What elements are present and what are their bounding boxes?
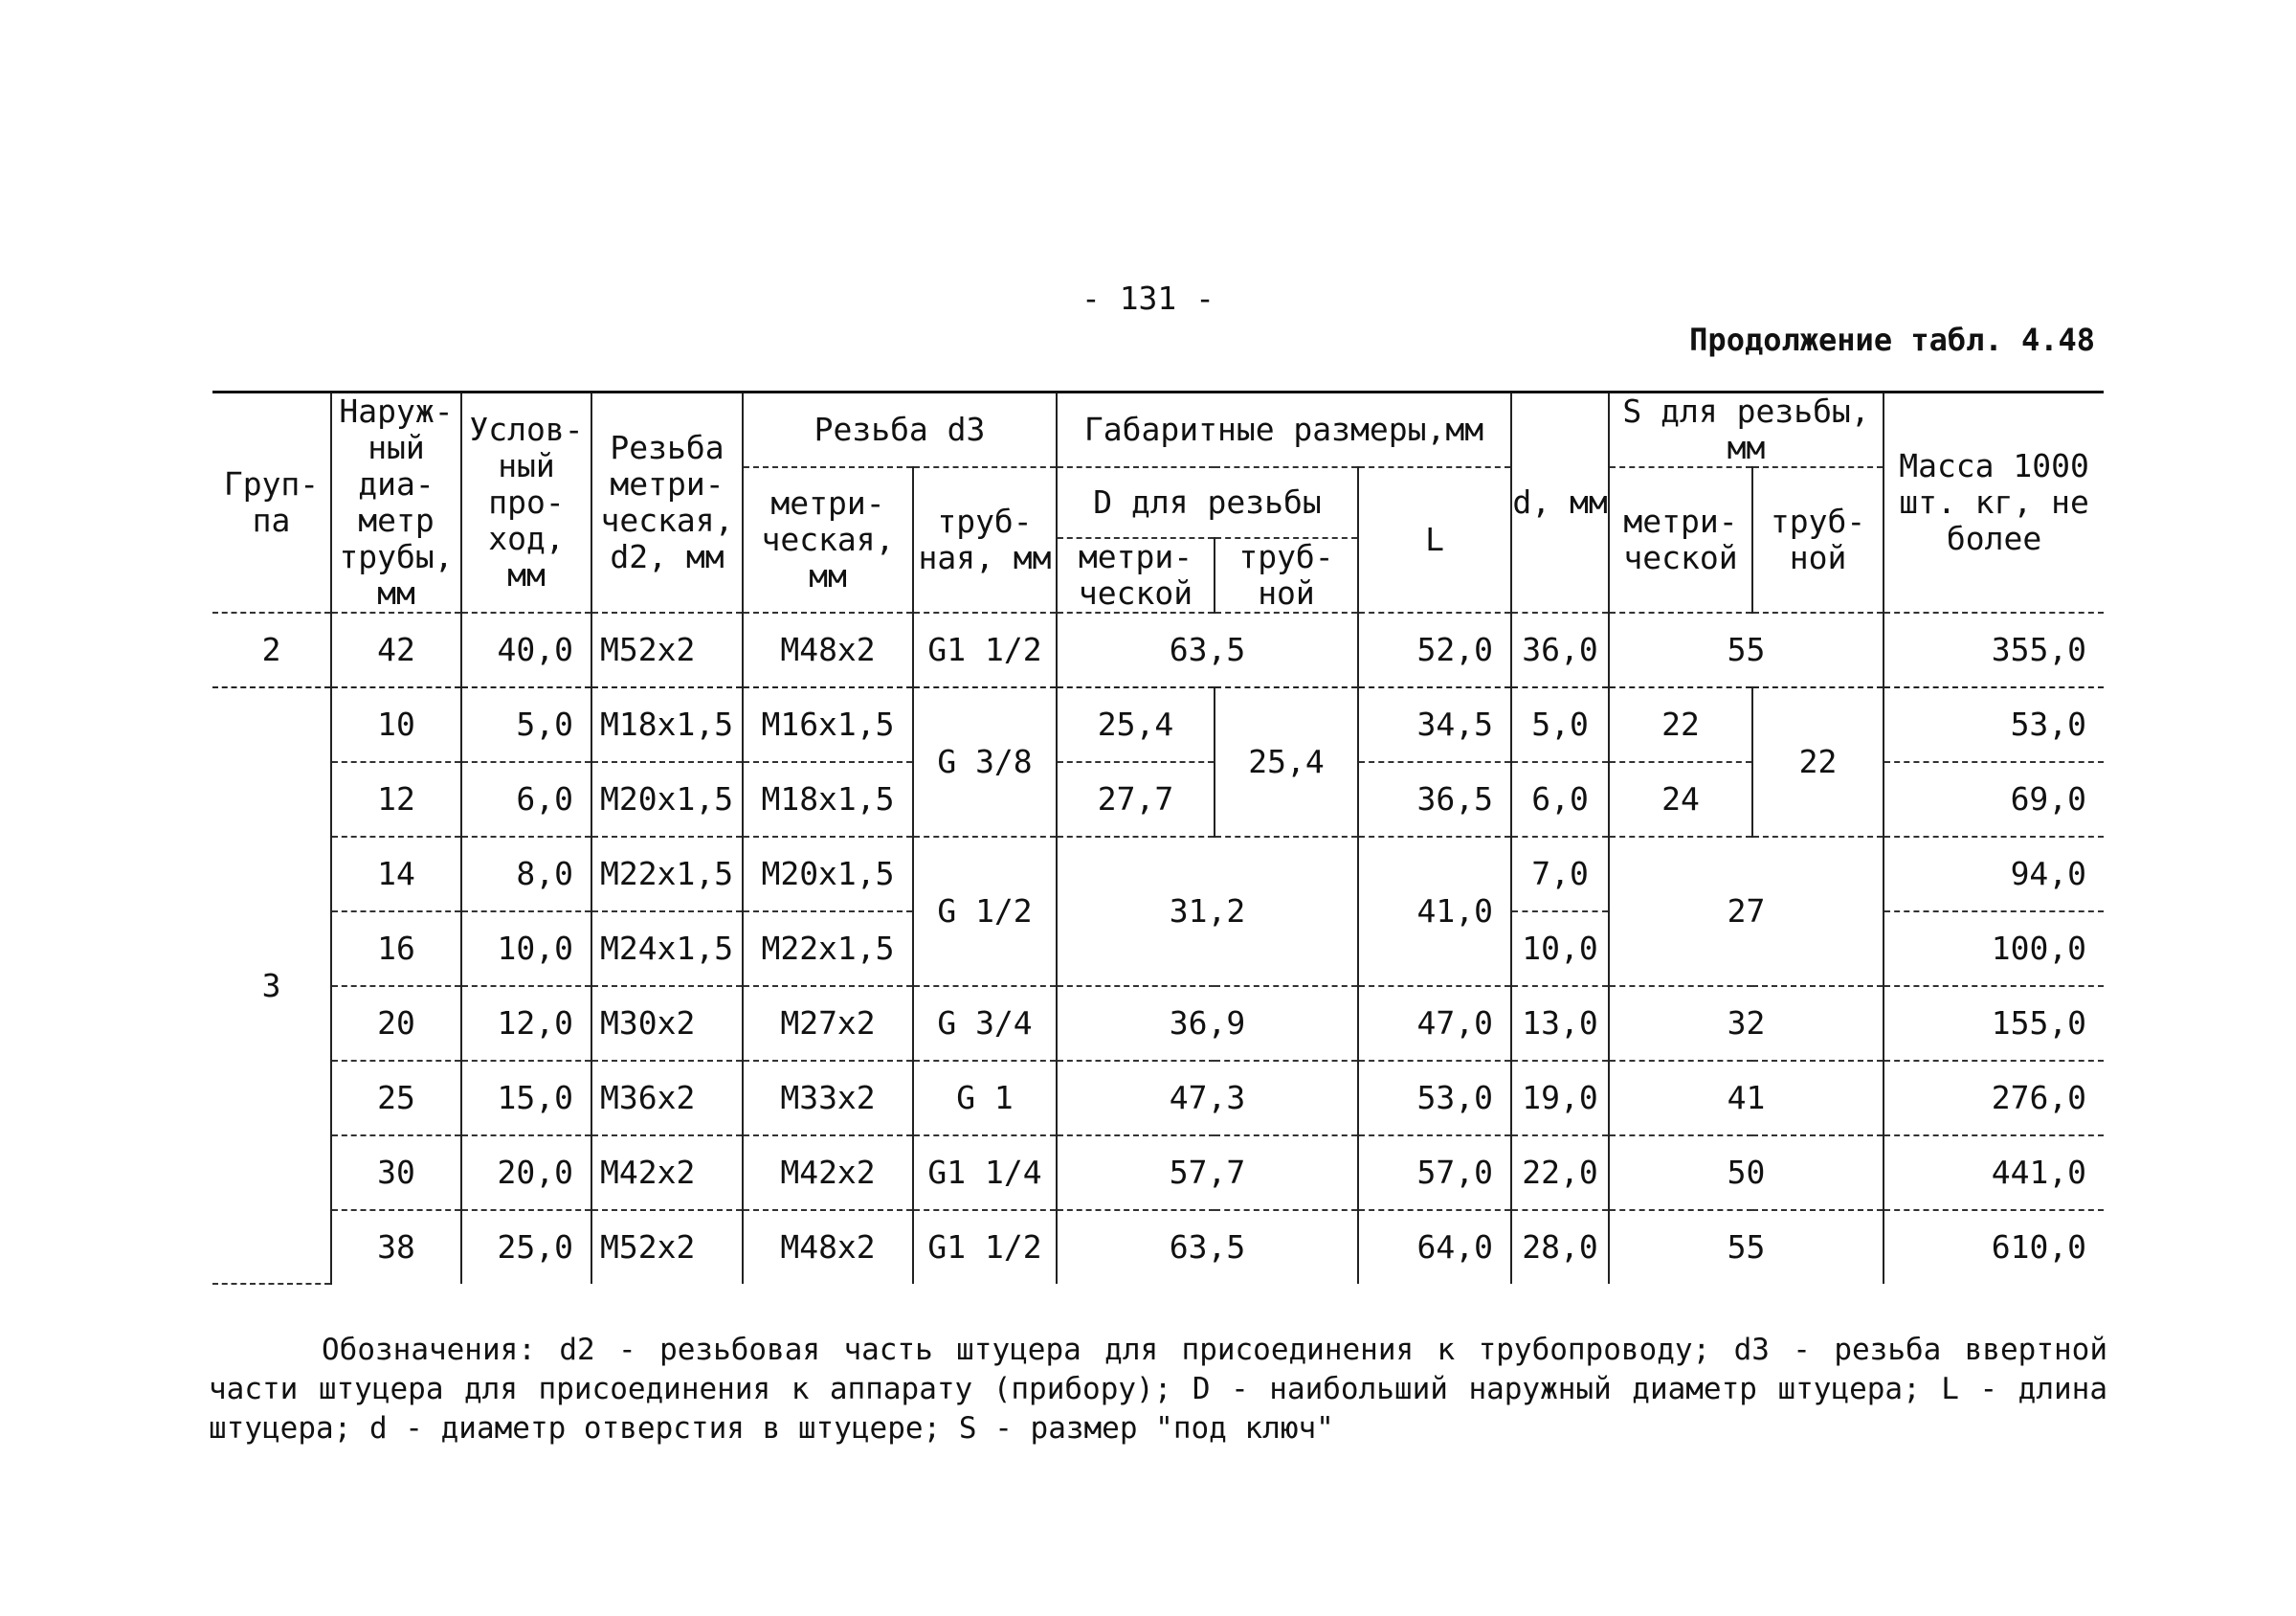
- header-D-metric: метри-ческой: [1057, 538, 1215, 613]
- cell-mass: 69,0: [1884, 762, 2104, 837]
- cell-D-pipe: 25,4: [1215, 687, 1358, 837]
- cell-mass: 155,0: [1884, 986, 2104, 1061]
- cell-outer-diameter: 20: [331, 986, 461, 1061]
- cell-mass: 610,0: [1884, 1210, 2104, 1284]
- cell-group: 2: [212, 613, 331, 687]
- cell-L: 36,5: [1358, 762, 1511, 837]
- cell-mass: 100,0: [1884, 911, 2104, 986]
- cell-d2: М42х2: [591, 1135, 743, 1210]
- header-S-pipe: труб-ной: [1752, 467, 1884, 613]
- cell-D: 63,5: [1057, 613, 1358, 687]
- cell-nominal-bore: 8,0: [461, 837, 591, 911]
- cell-D: 36,9: [1057, 986, 1358, 1061]
- cell-d2: М52х2: [591, 1210, 743, 1284]
- table-row: [212, 687, 2104, 762]
- cell-d3-metric: М22х1,5: [743, 911, 913, 986]
- cell-d3-metric: М48х2: [743, 1210, 913, 1284]
- header-nominal-bore: Услов-ный про-ход, мм: [461, 393, 591, 614]
- cell-d: 13,0: [1511, 986, 1609, 1061]
- cell-d3-pipe: G1 1/2: [913, 1210, 1057, 1284]
- cell-group: 3: [212, 687, 331, 1284]
- cell-d3-pipe: G1 1/4: [913, 1135, 1057, 1210]
- table-row: [212, 837, 2104, 911]
- cell-D: 47,3: [1057, 1061, 1358, 1135]
- cell-S-metric: 22: [1609, 687, 1752, 762]
- cell-d2: М20х1,5: [591, 762, 743, 837]
- cell-d3-metric: М42х2: [743, 1135, 913, 1210]
- cell-S-pipe: 22: [1752, 687, 1884, 837]
- cell-S: 41: [1609, 1061, 1884, 1135]
- cell-S: 32: [1609, 986, 1884, 1061]
- header-D-for-thread: D для резьбы: [1057, 467, 1358, 538]
- cell-nominal-bore: 40,0: [461, 613, 591, 687]
- cell-outer-diameter: 14: [331, 837, 461, 911]
- table-continuation-label: Продолжение табл. 4.48: [1689, 322, 2095, 358]
- cell-d: 19,0: [1511, 1061, 1609, 1135]
- cell-D: 31,2: [1057, 837, 1358, 986]
- cell-outer-diameter: 16: [331, 911, 461, 986]
- cell-nominal-bore: 5,0: [461, 687, 591, 762]
- cell-d: 36,0: [1511, 613, 1609, 687]
- cell-S: 27: [1609, 837, 1884, 986]
- table-row: [212, 1210, 2104, 1284]
- cell-L: 52,0: [1358, 613, 1511, 687]
- cell-outer-diameter: 30: [331, 1135, 461, 1210]
- fittings-table-wrapper: [212, 391, 2104, 1285]
- cell-L: 64,0: [1358, 1210, 1511, 1284]
- header-d3-pipe: труб-ная, мм: [913, 467, 1057, 613]
- cell-d3-metric: М18х1,5: [743, 762, 913, 837]
- cell-d2: М52х2: [591, 613, 743, 687]
- cell-nominal-bore: 15,0: [461, 1061, 591, 1135]
- cell-d2: М18х1,5: [591, 687, 743, 762]
- cell-d3-metric: М16х1,5: [743, 687, 913, 762]
- cell-S: 55: [1609, 613, 1884, 687]
- cell-d2: М30х2: [591, 986, 743, 1061]
- header-group: Груп-па: [212, 393, 331, 614]
- cell-nominal-bore: 25,0: [461, 1210, 591, 1284]
- cell-L: 57,0: [1358, 1135, 1511, 1210]
- header-outer-diameter: Наруж-ный диа-метр трубы, мм: [331, 393, 461, 614]
- table-row: [212, 1061, 2104, 1135]
- cell-d2: М24х1,5: [591, 911, 743, 986]
- cell-d: 5,0: [1511, 687, 1609, 762]
- table-row: [212, 613, 2104, 687]
- designations-note: Обозначения: d2 - резьбовая часть штуцера для присоединения к трубопроводу; d3 - резьба ввертной части штуцера для присоединения к аппарату (прибору); D - наибольший наружный диаметр штуцера; L - длина штуцера; d - диаметр отверстия в штуцере; S - размер "под ключ": [209, 1333, 2107, 1446]
- cell-nominal-bore: 20,0: [461, 1135, 591, 1210]
- cell-d3-pipe: G 3/8: [913, 687, 1057, 837]
- cell-D: 57,7: [1057, 1135, 1358, 1210]
- cell-S: 55: [1609, 1210, 1884, 1284]
- cell-outer-diameter: 12: [331, 762, 461, 837]
- header-S-metric: метри-ческой: [1609, 467, 1752, 613]
- cell-d3-metric: М27х2: [743, 986, 913, 1061]
- header-d: d, мм: [1511, 393, 1609, 614]
- cell-mass: 53,0: [1884, 687, 2104, 762]
- cell-d3-pipe: G 3/4: [913, 986, 1057, 1061]
- cell-S-metric: 24: [1609, 762, 1752, 837]
- cell-nominal-bore: 6,0: [461, 762, 591, 837]
- cell-S: 50: [1609, 1135, 1884, 1210]
- cell-d3-pipe: G 1: [913, 1061, 1057, 1135]
- cell-outer-diameter: 25: [331, 1061, 461, 1135]
- cell-d3-pipe: G 1/2: [913, 837, 1057, 986]
- cell-d: 6,0: [1511, 762, 1609, 837]
- cell-mass: 276,0: [1884, 1061, 2104, 1135]
- table-row: [212, 1135, 2104, 1210]
- cell-nominal-bore: 12,0: [461, 986, 591, 1061]
- cell-L: 47,0: [1358, 986, 1511, 1061]
- cell-outer-diameter: 10: [331, 687, 461, 762]
- cell-L: 41,0: [1358, 837, 1511, 986]
- cell-outer-diameter: 38: [331, 1210, 461, 1284]
- fittings-table: [212, 391, 2104, 1285]
- cell-d: 22,0: [1511, 1135, 1609, 1210]
- cell-d2: М36х2: [591, 1061, 743, 1135]
- header-thread-d3: Резьба d3: [743, 393, 1057, 468]
- header-L: L: [1358, 467, 1511, 613]
- cell-mass: 441,0: [1884, 1135, 2104, 1210]
- cell-L: 34,5: [1358, 687, 1511, 762]
- cell-d3-metric: М33х2: [743, 1061, 913, 1135]
- cell-d: 10,0: [1511, 911, 1609, 986]
- cell-mass: 94,0: [1884, 837, 2104, 911]
- cell-d3-metric: М48х2: [743, 613, 913, 687]
- header-D-pipe: труб-ной: [1215, 538, 1358, 613]
- page-number: - 131 -: [1081, 280, 1215, 317]
- cell-D-metric: 27,7: [1057, 762, 1215, 837]
- cell-L: 53,0: [1358, 1061, 1511, 1135]
- cell-d: 7,0: [1511, 837, 1609, 911]
- cell-nominal-bore: 10,0: [461, 911, 591, 986]
- header-s-for-thread: S для резьбы, мм: [1609, 393, 1884, 468]
- header-mass: Масса 1000 шт. кг, не более: [1884, 393, 2104, 614]
- header-metric-thread-d2: Резьба метри-ческая, d2, мм: [591, 393, 743, 614]
- cell-d2: М22х1,5: [591, 837, 743, 911]
- header-overall-dims: Габаритные размеры,мм: [1057, 393, 1511, 468]
- cell-d: 28,0: [1511, 1210, 1609, 1284]
- cell-mass: 355,0: [1884, 613, 2104, 687]
- cell-D: 63,5: [1057, 1210, 1358, 1284]
- cell-d3-pipe: G1 1/2: [913, 613, 1057, 687]
- cell-d3-metric: М20х1,5: [743, 837, 913, 911]
- header-d3-metric: метри-ческая, мм: [743, 467, 913, 613]
- cell-outer-diameter: 42: [331, 613, 461, 687]
- cell-D-metric: 25,4: [1057, 687, 1215, 762]
- table-row: [212, 986, 2104, 1061]
